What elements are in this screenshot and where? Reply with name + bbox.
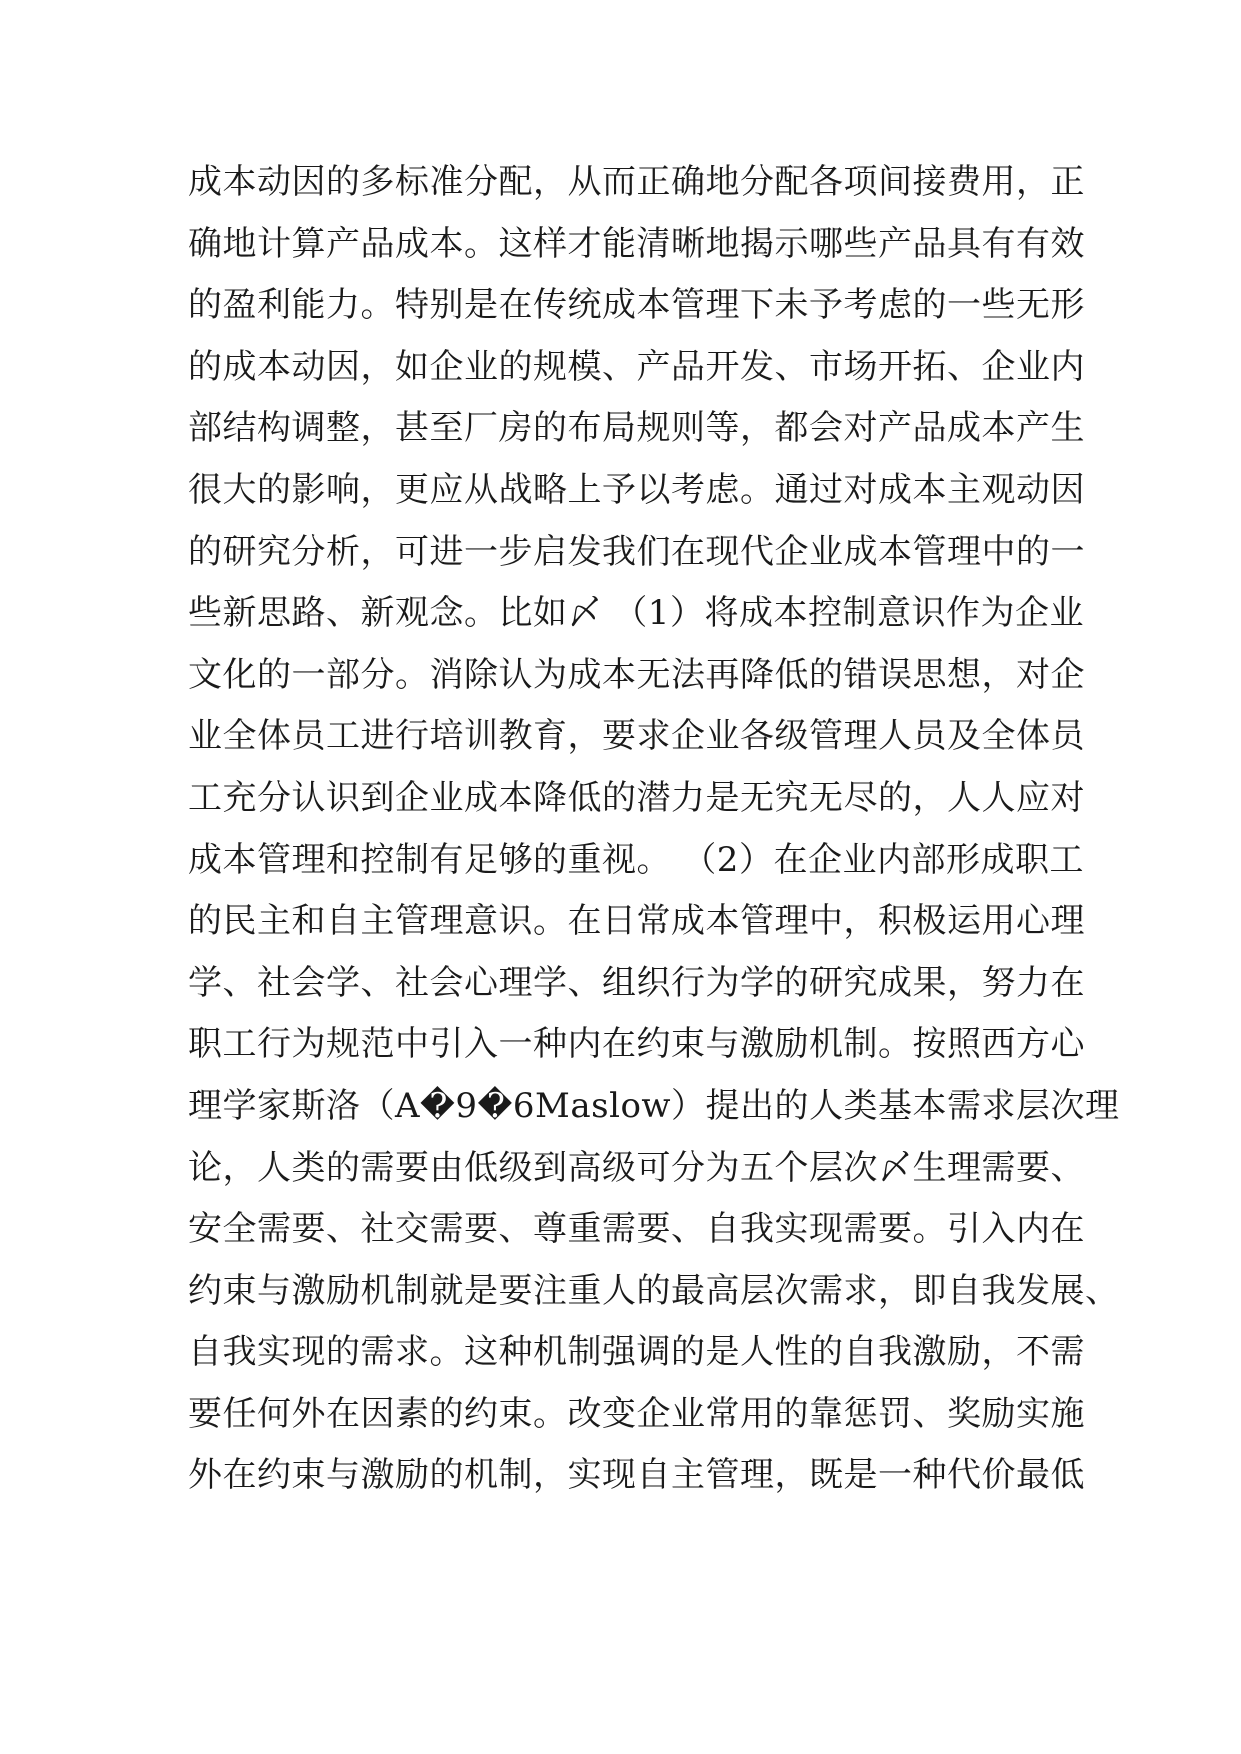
- text-line: 理学家斯洛（A�9�6Maslow）提出的人类基本需求层次理: [188, 1085, 1120, 1126]
- text-line: 业全体员工进行培训教育，要求企业各级管理人员及全体员: [188, 716, 1085, 757]
- text-line: 职工行为规范中引入一种内在约束与激励机制。按照西方心: [188, 1024, 1085, 1065]
- text-line: 成本动因的多标准分配，从而正确地分配各项间接费用，正: [188, 162, 1085, 202]
- text-line: 安全需要、社交需要、尊重需要、自我实现需要。引入内在: [188, 1209, 1085, 1250]
- text-line: 确地计算产品成本。这样才能清晰地揭示哪些产品具有有效: [188, 223, 1085, 264]
- text-line: 外在约束与激励的机制，实现自主管理，既是一种代价最低: [188, 1455, 1085, 1496]
- text-line: 文化的一部分。消除认为成本无法再降低的错误思想，对企: [188, 654, 1085, 695]
- text-line: 部结构调整，甚至厂房的布局规则等，都会对产品成本产生: [188, 408, 1085, 449]
- text-line: 的研究分析，可进一步启发我们在现代企业成本管理中的一: [188, 531, 1085, 572]
- text-line: 学、社会学、社会心理学、组织行为学的研究成果，努力在: [188, 962, 1085, 1003]
- body-text: [188, 152, 1120, 1507]
- text-line: 自我实现的需求。这种机制强调的是人性的自我激励，不需: [188, 1332, 1085, 1373]
- text-line: 很大的影响，更应从战略上予以考虑。通过对成本主观动因: [188, 469, 1085, 510]
- text-line: 些新思路、新观念。比如〆 （1）将成本控制意识作为企业: [188, 593, 1084, 634]
- text-line: 的盈利能力。特别是在传统成本管理下未予考虑的一些无形: [188, 285, 1085, 326]
- text-line: 的民主和自主管理意识。在日常成本管理中，积极运用心理: [188, 901, 1085, 942]
- text-line: 工充分认识到企业成本降低的潜力是无究无尽的，人人应对: [188, 777, 1085, 818]
- text-line: 成本管理和控制有足够的重视。 （2）在企业内部形成职工: [188, 839, 1084, 880]
- text-line: 要任何外在因素的约束。改变企业常用的靠惩罚、奖励实施: [188, 1393, 1085, 1434]
- text-line: 约束与激励机制就是要注重人的最高层次需求，即自我发展、: [188, 1270, 1120, 1311]
- text-line: 论，人类的需要由低级到高级可分为五个层次〆生理需要、: [188, 1147, 1085, 1188]
- text-line: 的成本动因，如企业的规模、产品开发、市场开拓、企业内: [188, 346, 1085, 387]
